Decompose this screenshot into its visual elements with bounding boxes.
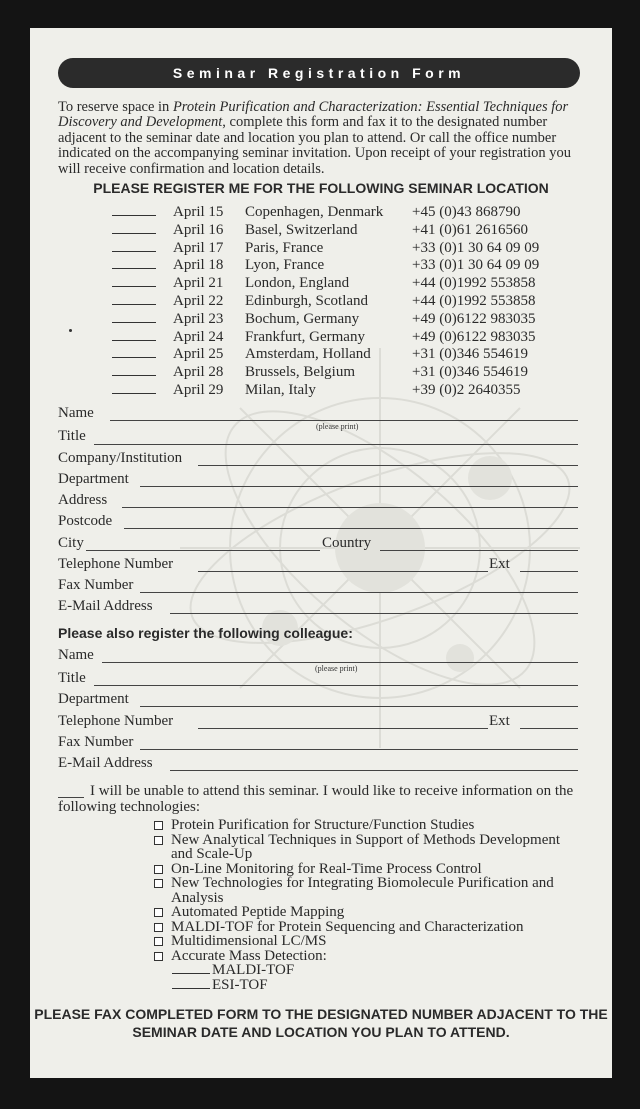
technology-item — [152, 862, 582, 877]
company-label: Company/Institution — [58, 450, 183, 466]
seminar-select-line[interactable] — [112, 286, 156, 287]
technology-label: New Analytical Techniques in Support of Methods Development and Scale-Up — [171, 831, 561, 862]
seminar-select-line[interactable] — [112, 357, 156, 358]
seminar-date: April 21 — [173, 275, 224, 292]
seminar-select-line[interactable] — [112, 322, 156, 323]
company-input-line[interactable] — [198, 465, 578, 466]
ext-input-line[interactable] — [520, 571, 578, 572]
seminar-fax-number: +49 (0)6122 983035 — [412, 328, 536, 345]
seminar-select-line[interactable] — [112, 233, 156, 234]
colleague-ext-label: Ext — [489, 713, 510, 729]
colleague-ext-input-line[interactable] — [520, 728, 578, 729]
seminar-date: April 17 — [173, 239, 224, 256]
technology-item — [152, 920, 582, 935]
colleague-fax-label: Fax Number — [58, 734, 134, 750]
seminar-fax-number: +33 (0)1 30 64 09 09 — [412, 257, 540, 274]
seminar-fax-number: +33 (0)1 30 64 09 09 — [412, 239, 540, 256]
colleague-department-label: Department — [58, 691, 129, 707]
colleague-heading: Please also register the following colleague: — [58, 625, 353, 641]
title-input-line[interactable] — [94, 444, 578, 445]
register-heading: PLEASE REGISTER ME FOR THE FOLLOWING SEMINAR LOCATION — [93, 180, 549, 196]
colleague-name-input-line[interactable] — [102, 662, 578, 663]
seminar-date: April 23 — [173, 310, 224, 327]
colleague-please-print-note: (please print) — [315, 664, 358, 673]
address-label: Address — [58, 492, 108, 508]
seminar-select-line[interactable] — [112, 268, 156, 269]
seminar-fax-number: +44 (0)1992 553858 — [412, 293, 536, 309]
seminar-fax-number: +49 (0)6122 983035 — [412, 310, 536, 327]
colleague-email-input-line[interactable] — [170, 770, 578, 771]
colleague-fax-input-line[interactable] — [140, 749, 578, 750]
seminar-select-line[interactable] — [112, 215, 156, 216]
colleague-telephone-input-line[interactable] — [198, 728, 488, 729]
checkbox-icon[interactable] — [154, 836, 163, 845]
address-input-line[interactable] — [122, 507, 578, 508]
detection-option-label: ESI-TOF — [212, 976, 268, 993]
seminar-date: April 16 — [173, 221, 224, 238]
seminar-select-line[interactable] — [112, 393, 156, 394]
form-sheet — [30, 28, 612, 1078]
colleague-title-label: Title — [58, 670, 86, 686]
checkbox-icon[interactable] — [154, 908, 163, 917]
technology-label: On-Line Monitoring for Real-Time Process Control — [171, 860, 482, 877]
please-print-note: (please print) — [316, 422, 359, 431]
seminar-date: April 22 — [173, 293, 224, 309]
country-label: Country — [322, 535, 372, 551]
seminar-location: Brussels, Belgium — [245, 364, 356, 381]
seminar-select-line[interactable] — [112, 251, 156, 252]
form-title-banner: Seminar Registration Form — [58, 58, 580, 88]
fax-input-line[interactable] — [140, 592, 578, 593]
checkbox-icon[interactable] — [154, 821, 163, 830]
checkbox-icon[interactable] — [154, 879, 163, 888]
seminar-select-line[interactable] — [112, 375, 156, 376]
email-label: E-Mail Address — [58, 598, 153, 614]
detection-option — [152, 978, 582, 993]
detection-option-line[interactable] — [172, 988, 210, 989]
telephone-input-line[interactable] — [198, 571, 488, 572]
postcode-input-line[interactable] — [124, 528, 578, 529]
seminar-fax-number: +41 (0)61 2616560 — [412, 221, 528, 238]
seminar-location: Basel, Switzerland — [245, 221, 358, 238]
technology-item — [152, 905, 582, 920]
seminar-location: Edinburgh, Scotland — [245, 293, 369, 309]
checkbox-icon[interactable] — [154, 923, 163, 932]
telephone-label: Telephone Number — [58, 556, 174, 572]
seminar-fax-number: +39 (0)2 2640355 — [412, 382, 521, 398]
seminar-fax-number: +31 (0)346 554619 — [412, 346, 528, 363]
seminar-date: April 24 — [173, 328, 224, 345]
city-input-line[interactable] — [86, 550, 320, 551]
technology-item — [152, 833, 582, 862]
seminar-select-line[interactable] — [112, 304, 156, 305]
technology-label: Accurate Mass Detection: — [171, 947, 327, 964]
seminar-location: Copenhagen, Denmark — [245, 204, 384, 220]
seminar-date: April 25 — [173, 346, 224, 363]
seminar-date: April 15 — [173, 204, 224, 220]
fax-label: Fax Number — [58, 577, 134, 593]
seminar-location: Amsterdam, Holland — [245, 346, 371, 363]
department-label: Department — [58, 471, 129, 487]
ext-label: Ext — [489, 556, 510, 572]
checkbox-icon[interactable] — [154, 865, 163, 874]
seminar-date: April 28 — [173, 364, 224, 381]
seminar-location: Bochum, Germany — [245, 310, 360, 327]
colleague-title-input-line[interactable] — [94, 685, 578, 686]
seminar-fax-number: +31 (0)346 554619 — [412, 364, 528, 381]
intro-paragraph: To reserve space in Protein Purification and Characterization: Essential Techniques for Discovery and Development, complete this form and fax it to the designated number adjacent to the seminar date and location you plan to attend. Or call the office number indicated on the accompanying seminar invitation. Upon receipt of your registration you will receive confirmation and location details. — [58, 99, 571, 177]
technology-item — [152, 949, 582, 964]
checkbox-icon[interactable] — [154, 952, 163, 961]
colleague-name-label: Name — [58, 647, 94, 663]
technology-label: MALDI-TOF for Protein Sequencing and Characterization — [171, 918, 524, 935]
seminar-date: April 29 — [173, 382, 224, 398]
technology-checklist — [152, 818, 582, 992]
footer-instruction: PLEASE FAX COMPLETED FORM TO THE DESIGNATED NUMBER ADJACENT TO THE SEMINAR DATE AND LOCATION YOU PLAN TO ATTEND. — [34, 1006, 608, 1040]
technology-item — [152, 934, 582, 949]
unable-to-attend-text: I will be unable to attend this seminar. I would like to receive information on the following technologies: — [58, 783, 574, 815]
name-input-line[interactable] — [110, 420, 578, 421]
colleague-telephone-label: Telephone Number — [58, 713, 174, 729]
technology-label: Protein Purification for Structure/Function Studies — [171, 817, 475, 833]
molecule-watermark-graphic — [160, 328, 600, 768]
speck — [69, 329, 72, 332]
detection-option — [152, 963, 582, 978]
country-input-line[interactable] — [380, 550, 578, 551]
department-input-line[interactable] — [140, 486, 578, 487]
city-label: City — [58, 535, 84, 551]
colleague-department-input-line[interactable] — [140, 706, 578, 707]
seminar-location: Lyon, France — [245, 257, 325, 274]
email-input-line[interactable] — [170, 613, 578, 614]
technology-label: New Technologies for Integrating Biomolecule Purification and Analysis — [171, 875, 554, 906]
colleague-email-label: E-Mail Address — [58, 755, 153, 771]
postcode-label: Postcode — [58, 513, 113, 529]
seminar-select-line[interactable] — [112, 340, 156, 341]
seminar-fax-number: +44 (0)1992 553858 — [412, 275, 536, 292]
technology-item — [152, 818, 582, 833]
seminar-location: Milan, Italy — [245, 382, 316, 398]
detection-option-line[interactable] — [172, 973, 210, 974]
seminar-date: April 18 — [173, 257, 224, 274]
seminar-location: Frankfurt, Germany — [245, 328, 365, 345]
seminar-location: London, England — [245, 275, 350, 292]
seminar-fax-number: +45 (0)43 868790 — [412, 204, 521, 220]
checkbox-icon[interactable] — [154, 937, 163, 946]
seminar-location: Paris, France — [245, 239, 324, 256]
technology-item — [152, 876, 582, 905]
name-label: Name — [58, 405, 94, 421]
technology-label: Automated Peptide Mapping — [171, 904, 345, 920]
technology-label: Multidimensional LC/MS — [171, 933, 327, 949]
title-label: Title — [58, 428, 86, 444]
detection-option-label: MALDI-TOF — [212, 962, 295, 978]
